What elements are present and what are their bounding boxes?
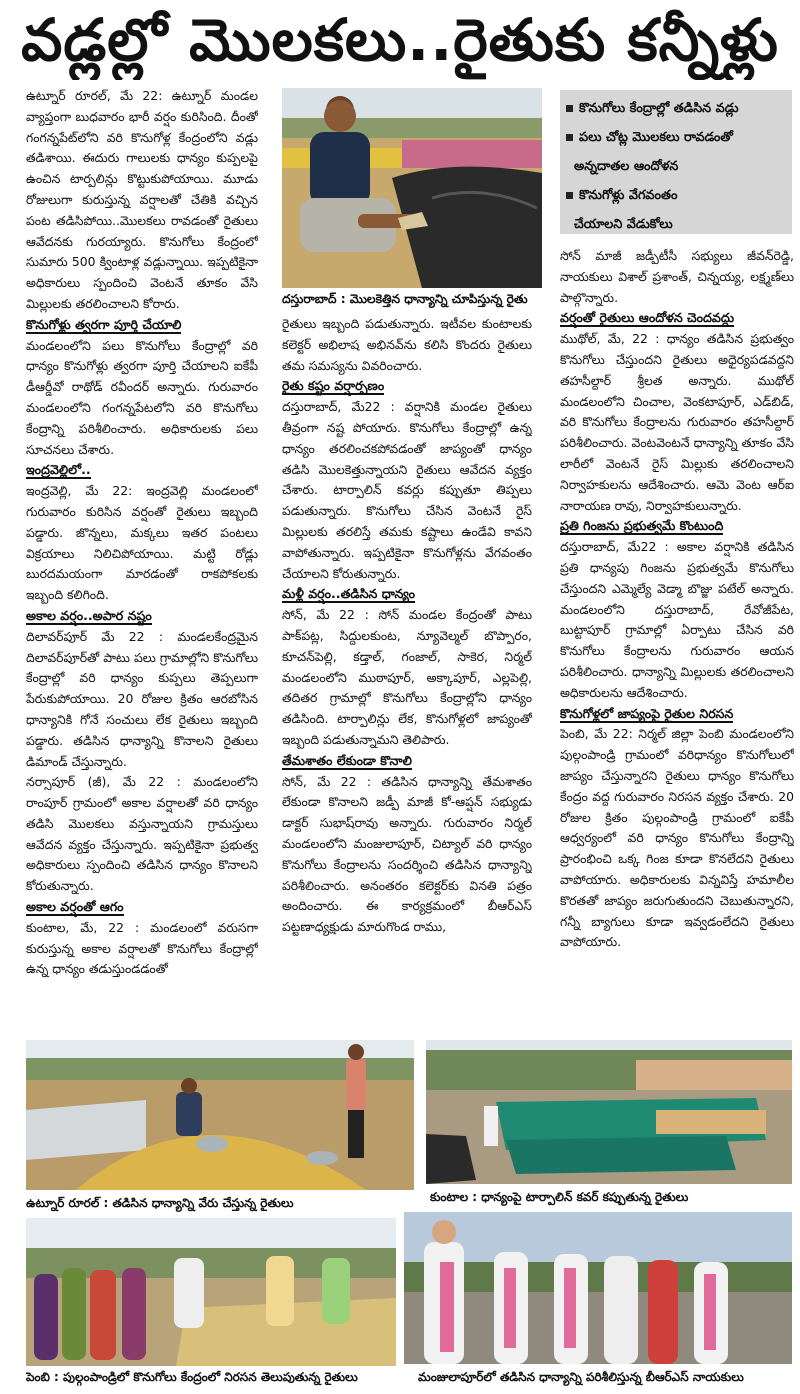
subheading: అకాల వర్షం..అపార నష్టం (26, 607, 152, 623)
subheading: కొనుగోళ్లు త్వరగా పూర్తి చేయాలి (26, 316, 182, 332)
photo-caption: కుంటాల : ధాన్యంపై టార్పాలిన్ కవర్ కప్పుతున్న రైతులు (430, 1190, 689, 1204)
subheading: వర్షంతో రైతులు ఆందోళన చెందవద్దు (560, 310, 735, 326)
photo-kuntala (426, 1040, 792, 1184)
highlight-item: కొనుగోలు కేంద్రాల్లో తడిసిన వడ్లు (566, 94, 786, 123)
paragraph: దిలావర్‌పూర్ మే 22 : మండలకేంద్రమైన దిలావర్‌పూర్‌తో పాటు పలు గ్రామాల్లోని కొనుగోలు కేంద్రాల్లో వరి ధాన్యం కుప్పలు తెప్పలుగా పేరుకుపోయాయి. 20 రోజుల క్రితం ఆరబోసిన ధాన్యానికి గోనే సంచులు లేక రైతులు ఇబ్బంది పడ్డారు. తడిసిన ధాన్యాన్ని కొనాలని రైతులు డిమాండ్ చేస్తున్నారు. (26, 628, 258, 769)
headline: వడ్లల్లో మొలకలు..రైతుకు కన్నీళ్లు (21, 6, 779, 74)
bullet-square-icon (566, 105, 573, 112)
paragraph: సోన్ మాజీ జడ్పీటీసీ సభ్యులు జీవన్‌రెడ్డి, నాయకులు విశాల్ ప్రశాంత్, చిన్నయ్య, లక్ష్మణ్‌లు పాల్గొన్నారు. (560, 248, 794, 305)
paragraph: పెంబి, మే 22: నిర్మల్ జిల్లా పెంబి మండలంలోని పుల్గంపాండ్రి గ్రామంలో వరిధాన్యం కొనుగోలులో జాప్యం చేస్తున్నారని రైతులు ధాన్యం కొనుగోలు కేంద్రం వద్ద గురువారం నిరసన వ్యక్తం చేశారు. 20 రోజుల క్రితం పుల్గంపాండ్రి గ్రామంలో ఐకేపీ ఆధ్వర్యంలో వరి ధాన్యం కొనుగోలు కేంద్రాన్ని ప్రారంభించి ఒక్క గింజ కూడా కొనలేదని రైతులు వాపోయారు. అధికారులకు విన్నవిస్తే హమాలీల కొరతతో జాప్యం జరుగుతుందని చెబుతున్నారని, గన్నీ బ్యాగులు కూడా ఇవ్వడంలేదని రైతులు వాపోయారు. (560, 726, 794, 950)
photo-caption: మంజులాపూర్‌లో తడిసిన ధాన్యాన్ని పరిశీలిస్తున్న బీఆర్ఎస్ నాయకులు (418, 1370, 744, 1384)
farmer-photo-illustration (282, 88, 542, 288)
paragraph: నర్సాపూర్ (జీ), మే 22 : మండలంలోని రాంపూర్ గ్రామంలో అకాల వర్షాలతో వరి ధాన్యం తడిసి మొలకలు వస్తున్నాయని గ్రామస్తులు ఆవేదన వ్యక్తం చేస్తున్నారు. ఇప్పటికైనా ప్రభుత్వ అధికారులు స్పందించి తడిసిన ధాన్యం కొనాలని కోరుతున్నారు. (26, 774, 258, 894)
photo-pembi (26, 1218, 396, 1366)
paragraph: మండలంలోని పలు కొనుగోలు కేంద్రాల్లో వరి ధాన్యం కొనుగోళ్లు త్వరగా పూర్తి చేయాలని ఐకేపీ డీఆర్డీవో రాథోడ్ రవీందర్ అన్నారు. గురువారం మండలంలోని గంగన్నపేటలోని వరి కొనుగోలు కేంద్రాన్ని పరిశీలించారు. అధికారులకు పలు సూచనలు చేశారు. (26, 337, 258, 457)
subheading: మళ్లీ వర్షం..తడిసిన ధాన్యం (282, 586, 416, 602)
photo-manjulapur (404, 1212, 792, 1364)
subheading: రైతు కష్టం వర్షార్పణం (282, 378, 385, 394)
paragraph: ఉట్నూర్ రూరల్, మే 22: ఉట్నూర్ మండల వ్యాప్తంగా బుధవారం భారీ వర్షం కురిసింది. దీంతో గంగన్నపేట్‌లోని వరి కొనుగోళ్ల కేంద్రంలోని వడ్లు తడిశాయి. ఈదురు గాలులకు ధాన్యం కుప్పలపై ఉంచిన టార్పలిన్లు కొట్టుకుపోయాయి. మూడు రోజులుగా కురుస్తున్న వర్షాలతో చేతికి వచ్చిన పంట తడిసిపోయి..మొలకలు రావడంతో రైతులు ఆవేదనకు గురయ్యారు. కొనుగోలు కేంద్రంలో సుమారు 500 క్వింటాళ్ల వడ్లున్నాయి. ఇప్పటికైనా అధికారులు స్పందించి వెంటనే తూకం వేసి మిల్లులకు తరలించాలని కోరారు. (26, 88, 258, 311)
article-column-1 (26, 86, 258, 1018)
paragraph: రైతులు ఇబ్బంది పడుతున్నారు. ఇటీవల కుంటాలకు కలెక్టర్ అభిలాష అభినవ్‌ను కలిసి కొందరు రైతులు తమ సమస్యను వివరించారు. (282, 316, 532, 373)
highlight-item-continued: చేయాలని వేడుకోలు (574, 217, 673, 232)
highlights-box (560, 90, 792, 234)
highlight-item-continued: అన్నదాతల ఆందోళన (574, 159, 679, 174)
highlight-item: పలు చోట్ల మొలకలు రావడంతో (566, 123, 786, 152)
photo-pembi-illustration (26, 1218, 396, 1366)
highlight-item: కొనుగోళ్లు వేగవంతం (566, 181, 786, 210)
paragraph: సోన్, మే 22 : సోన్ మండల కేంద్రంతో పాటు పాక్‌పట్ల, సిద్దులకుంట, న్యూవెల్మల్ బొప్పారం, కూచన్‌పెల్లి, కడ్తాల్, గంజాల్, సాకెర, నిర్మల్ మండలంలోని ముఠాపూర్, అక్కాపూర్, ఎల్లపెల్లి, తదితర గ్రామాల్లో కొనుగోలు కేంద్రాల్లోని ధాన్యం తడిసింది. టార్పాలిన్లు లేక, కొనుగోళ్లలో జాప్యంతో ఇబ్బంది పడుతున్నామని తెలిపారు. (282, 607, 532, 747)
paragraph: దస్తురాబాద్, మే22 : అకాల వర్షానికి తడిసిన ప్రతి ధాన్యపు గింజను ప్రభుత్వమే కొనుగోలు చేస్తుందని ఎమ్మెల్యే వెడ్మా బొజ్జు పటేల్ అన్నారు. మండలంలోని దస్తురాబాద్, రేవోజీపేట, బుట్టాపూర్ గ్రామాల్లో ఏర్పాటు చేసిన వరి కొనుగోలు కేంద్రాలను గురువారం ఆయన పరిశీలించారు. ధాన్యాన్ని మిల్లులకు తరలించాలని అధికారులను ఆదేశించారు. (560, 539, 794, 700)
subheading: తేమశాతం లేకుండా కొనాలి (282, 752, 412, 768)
bullet-square-icon (566, 134, 573, 141)
paragraph: సోన్, మే 22 : తడిసిన ధాన్యాన్ని తేమశాతం లేకుండా కొనాలని జడ్పీ మాజీ కో-ఆప్షన్ సభ్యుడు డాక్టర్ సుభాష్‌రావు అన్నారు. గురువారం నిర్మల్ మండలంలోని మంజులాపూర్, చిట్యాల్ వరి ధాన్యం కొనుగోలు కేంద్రాలను సందర్శించి తడిసిన ధాన్యాన్ని పరిశీలించారు. అనంతరం కలెక్టర్‌కు వినతి పత్రం అందించారు. ఈ కార్యక్రమంలో బీఆర్ఎస్ పట్టణాధ్యక్షుడు మారుగొండ రాము, (282, 773, 532, 935)
photo-kuntala-illustration (426, 1040, 792, 1184)
article-column-3 (560, 246, 794, 1020)
subheading: కొనుగోళ్లలో జాప్యంపై రైతుల నిరసన (560, 705, 734, 721)
photo-manjulapur-illustration (404, 1212, 792, 1364)
photo-utnoor-illustration (26, 1040, 414, 1190)
paragraph: దస్తురాబాద్, మే22 : వర్షానికి మండల రైతులు తీవ్రంగా నష్ట పోయారు. కొనుగోలు కేంద్రాల్లో ఉన్న ధాన్యం తరలించకపోవడంతో జాప్యంతో ధాన్యం తడిసి మొలకెత్తున్నాయని రైతులు ఆవేదన వ్యక్తం చేశారు. టార్పాలిన్ కవర్లు కప్పుతూ తిప్పలు పడుతున్నారు. కొనుగోలు చేసిన వెంటనే రైస్ మిల్లులకు తరలిస్తే తమకు కష్టాలు ఉండేవి కావని వాపోతున్నారు. ఇప్పటికైనా కొనుగోళ్లను వేగవంతం చేయాలని కోరుతున్నారు. (282, 399, 532, 581)
paragraph: ఇంద్రవెల్లి, మే 22: ఇంద్రవెల్లి మండలంలో గురువారం కురిసిన వర్షంతో రైతులు ఇబ్బంది పడ్డారు. జొన్నలు, మక్కలు ఇతర పంటలు విక్రయాలు నిలిచిపోయాయి. మట్టి రోడ్లు బురదమయంగా మారడంతో రాకపోకలకు ఇబ్బంది కలిగింది. (26, 483, 258, 603)
subheading: ప్రతి గింజను ప్రభుత్వమే కొంటుంది (560, 518, 724, 534)
subheading: అకాల వర్షంతో ఆగం (26, 899, 124, 915)
farmer-photo (282, 88, 542, 288)
photo-caption: దస్తురాబాద్ : మొలకెత్తిన ధాన్యాన్ని చూపిస్తున్న రైతు (282, 292, 528, 306)
bullet-square-icon (566, 192, 573, 199)
article-column-2 (282, 314, 532, 1018)
paragraph: కుంటాల, మే, 22 : మండలంలో వరుసగా కురుస్తున్న అకాల వర్షాలతో కొనుగోలు కేంద్రాల్లో ఉన్న ధాన్యం తడుస్తుండడంతో (26, 919, 258, 977)
photo-utnoor (26, 1040, 414, 1190)
subheading: ఇంద్రవెల్లిలో.. (26, 462, 91, 478)
photo-caption: పెంబి : పుల్గంపాండ్రిలో కొనుగోలు కేంద్రంలో నిరసన తెలుపుతున్న రైతులు (26, 1370, 358, 1384)
photo-caption: ఉట్నూర్ రూరల్ : తడిసిన ధాన్యాన్ని వేరు చేస్తున్న రైతులు (26, 1196, 294, 1210)
paragraph: ముథోల్, మే, 22 : ధాన్యం తడిసిన ప్రభుత్వం కొనుగోలు చేస్తుందని రైతులు అధైర్యపడవద్దని తహసీల్దార్ శ్రీలత అన్నారు. ముథోల్ మండలంలోని చించాల, వెంకటాపూర్, ఎడ్‌బిడ్, వరి కొనుగోలు కేంద్రాలను గురువారం తహసీల్దార్ పరిశీలించారు. వెంటవెంటనే ధాన్యాన్ని తూకం వేసి లారీలో వెంటనే రైస్ మిల్లుకు తరలించాలని నిర్వాహకులను ఆదేశించారు. ఆమె వెంట ఆర్ఐ నారాయణ రావు, నిర్వాహకులున్నారు. (560, 331, 794, 513)
